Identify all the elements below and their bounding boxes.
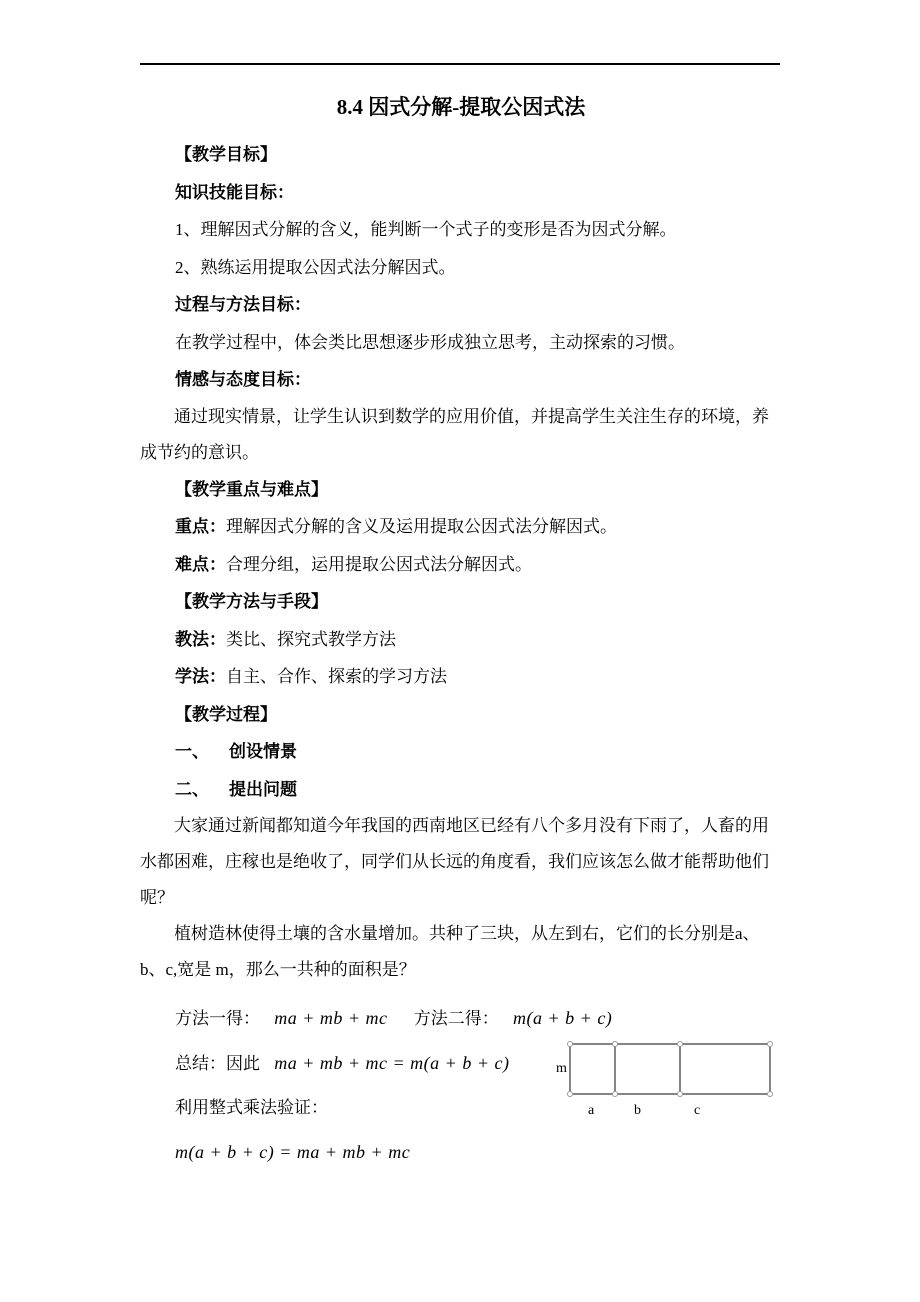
step-1-title: 创设情景 <box>229 742 297 761</box>
rectangles-diagram-svg <box>550 1038 790 1122</box>
teaching-method-label: 教法： <box>175 629 226 649</box>
learning-method-text: 自主、合作、探索的学习方法 <box>226 667 447 686</box>
subsection-process-goals: 过程与方法目标： <box>175 295 311 314</box>
difficult-point-line <box>140 546 782 584</box>
question-paragraph: 植树造林使得土壤的含水量增加。共种了三块，从左到右，它们的长分别是a、b、c,宽是 m，那么一共种的面积是？ <box>140 924 760 979</box>
top-horizontal-rule <box>140 63 780 65</box>
subsection-knowledge-goals: 知识技能目标： <box>175 182 294 202</box>
document-title: 8.4 因式分解-提取公因式法 <box>336 95 586 119</box>
diagram-outer-rect <box>570 1044 770 1094</box>
step-1-number: 一、 <box>175 742 209 761</box>
verification-label-line: 利用整式乘法验证： <box>175 1098 328 1117</box>
method-2-expression: m(a + b + c) <box>513 1008 613 1028</box>
summary-expression: ma + mb + mc = m(a + b + c) <box>274 1053 510 1073</box>
key-point-text: 理解因式分解的含义及运用提取公因式法分解因式。 <box>226 517 617 536</box>
verification-expression: m(a + b + c) = ma + mb + mc <box>175 1142 411 1162</box>
method-1-label: 方法一得： <box>175 1009 260 1028</box>
document-body <box>140 92 782 1175</box>
process-goal-text: 在教学过程中，体会类比思想逐步形成独立思考，主动探索的习惯。 <box>175 332 685 352</box>
methods-expressions-line <box>140 996 782 1041</box>
vertex-marker <box>568 1042 573 1047</box>
vertex-marker <box>613 1092 618 1097</box>
diagram-label-b: b <box>634 1103 641 1118</box>
knowledge-goal-item-2: 2、熟练运用提取公因式法分解因式。 <box>175 257 456 277</box>
method-1-expression: ma + mb + mc <box>274 1008 388 1028</box>
difficult-point-label: 难点： <box>175 554 226 574</box>
learning-method-line <box>140 658 782 696</box>
section-key-difficult-points: 【教学重点与难点】 <box>175 479 328 499</box>
subsection-emotion-goals: 情感与态度目标： <box>175 370 311 389</box>
vertex-marker <box>678 1042 683 1047</box>
vertex-marker <box>568 1092 573 1097</box>
learning-method-label: 学法： <box>175 667 226 686</box>
rectangles-diagram <box>550 1038 790 1122</box>
diagram-label-m: m <box>556 1061 567 1076</box>
knowledge-goal-item-1: 1、理解因式分解的含义，能判断一个式子的变形是否为因式分解。 <box>175 220 677 239</box>
method-2-label: 方法二得： <box>413 1009 499 1028</box>
summary-label: 总结：因此 <box>175 1054 260 1073</box>
section-teaching-goals: 【教学目标】 <box>175 145 277 164</box>
teaching-method-text: 类比、探究式教学方法 <box>226 629 396 649</box>
diagram-label-a: a <box>588 1103 595 1118</box>
vertex-marker <box>613 1042 618 1047</box>
procedure-step-1 <box>140 733 782 771</box>
key-point-label: 重点： <box>175 517 226 536</box>
diagram-label-c: c <box>694 1103 701 1118</box>
teaching-method-line <box>140 621 782 659</box>
section-teaching-methods: 【教学方法与手段】 <box>175 592 328 611</box>
difficult-point-text: 合理分组，运用提取公因式法分解因式。 <box>226 554 532 574</box>
procedure-step-2 <box>140 771 782 809</box>
vertex-marker <box>768 1092 773 1097</box>
verification-expression-line <box>140 1130 782 1175</box>
scenario-paragraph: 大家通过新闻都知道今年我国的西南地区已经有八个多月没有下雨了，人畜的用水都困难，庄稼也是绝收了，同学们从长远的角度看，我们应该怎么做才能帮助他们呢？ <box>140 816 769 907</box>
key-point-line <box>140 508 782 546</box>
step-2-title: 提出问题 <box>229 779 297 799</box>
emotion-goal-text: 通过现实情景，让学生认识到数学的应用价值，并提高学生关注生存的环境，养成节约的意识。 <box>140 406 769 462</box>
section-teaching-procedure: 【教学过程】 <box>175 704 277 724</box>
vertex-marker <box>768 1042 773 1047</box>
step-2-number: 二、 <box>175 779 209 799</box>
vertex-marker <box>678 1092 683 1097</box>
